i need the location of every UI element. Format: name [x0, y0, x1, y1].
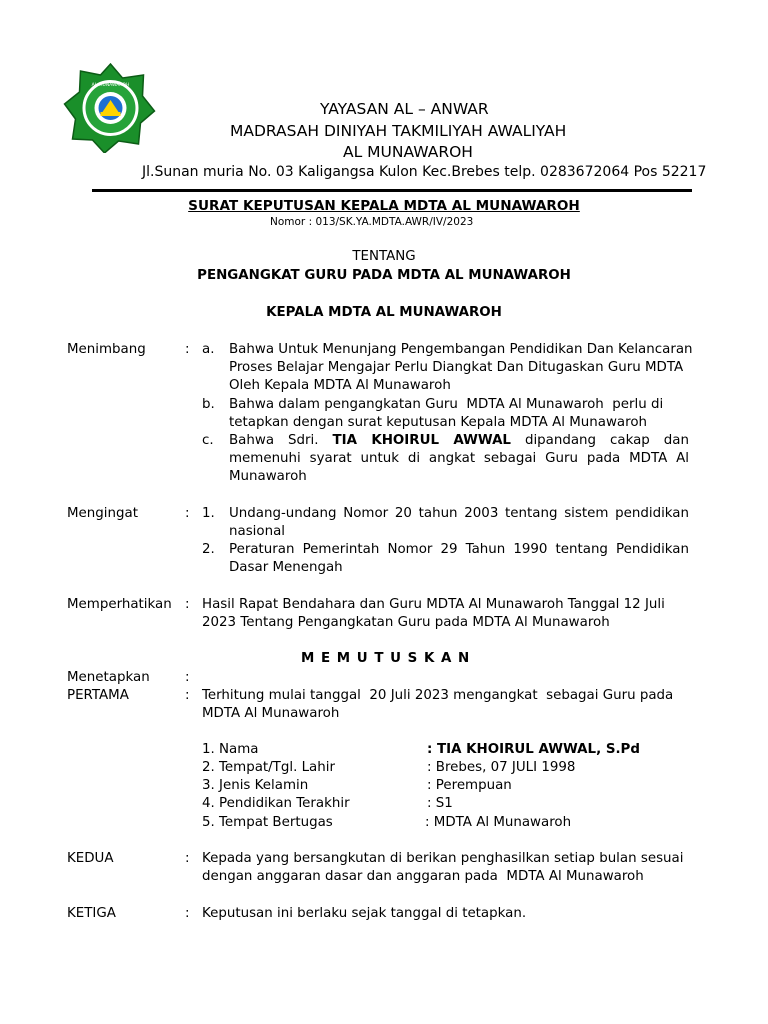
ketiga-colon: :	[185, 906, 190, 921]
menimbang-marker-c: c.	[202, 433, 214, 448]
menimbang-c-post: dipandang cakap dan	[510, 433, 689, 448]
detail-key-ttl: 2. Tempat/Tgl. Lahir	[202, 760, 335, 775]
detail-value-gender: : Perempuan	[427, 778, 512, 793]
madrasah-logo	[63, 63, 158, 153]
mengingat-2-line1: Peraturan Pemerintah Nomor 29 Tahun 1990 tentang Pendidikan	[229, 542, 689, 557]
menimbang-c-line3: Munawaroh	[229, 469, 307, 484]
mengingat-marker-2: 2.	[202, 542, 215, 557]
menimbang-label: Menimbang	[67, 342, 146, 357]
logo-text: AL MUNAWAROH	[91, 83, 130, 88]
memperhatikan-colon: :	[185, 597, 190, 612]
mengingat-colon: :	[185, 506, 190, 521]
header-foundation: YAYASAN AL – ANWAR	[320, 100, 489, 118]
issuer-title: KEPALA MDTA AL MUNAWAROH	[266, 305, 502, 320]
detail-value-nama: : TIA KHOIRUL AWWAL, S.Pd	[427, 742, 640, 757]
mengingat-2-line2: Dasar Menengah	[229, 560, 343, 575]
about-label: TENTANG	[352, 249, 416, 264]
header-madrasah: MADRASAH DINIYAH TAKMILIYAH AWALIYAH	[230, 122, 567, 140]
pertama-line1: Terhitung mulai tanggal 20 Juli 2023 mengangkat sebagai Guru pada	[202, 688, 674, 703]
pertama-line2: MDTA Al Munawaroh	[202, 706, 340, 721]
detail-key-education: 4. Pendidikan Terakhir	[202, 796, 350, 811]
mengingat-1-line2: nasional	[229, 524, 285, 539]
menimbang-a-line2: Proses Belajar Mengajar Perlu Diangkat Dan Ditugaskan Guru MDTA	[229, 360, 684, 375]
mengingat-1-line1: Undang-undang Nomor 20 tahun 2003 tentang sistem pendidikan	[229, 506, 689, 521]
pertama-label: PERTAMA	[67, 688, 129, 703]
detail-key-workplace: 5. Tempat Bertugas	[202, 815, 333, 830]
memutuskan-heading: M E M U T U S K A N	[301, 651, 471, 666]
detail-value-education: : S1	[427, 796, 453, 811]
detail-value-workplace: : MDTA Al Munawaroh	[425, 815, 572, 830]
kedua-line2: dengan anggaran dasar dan anggaran pada MDTA Al Munawaroh	[202, 869, 644, 884]
ketiga-label: KETIGA	[67, 906, 116, 921]
menimbang-marker-b: b.	[202, 397, 215, 412]
menimbang-marker-a: a.	[202, 342, 215, 357]
pertama-colon: :	[185, 688, 190, 703]
memperhatikan-line1: Hasil Rapat Bendahara dan Guru MDTA Al Munawaroh Tanggal 12 Juli	[202, 597, 665, 612]
detail-key-nama: 1. Nama	[202, 742, 259, 757]
menimbang-b-line1: Bahwa dalam pengangkatan Guru MDTA Al Munawaroh perlu di	[229, 397, 664, 412]
menimbang-a-line1: Bahwa Untuk Menunjang Pengembangan Pendidikan Dan Kelancaran	[229, 342, 693, 357]
detail-value-ttl: : Brebes, 07 JULI 1998	[427, 760, 576, 775]
menimbang-colon: :	[185, 342, 190, 357]
menimbang-c-pre: Bahwa Sdri.	[229, 433, 333, 448]
menimbang-b-line2: tetapkan dengan surat keputusan Kepala MDTA Al Munawaroh	[229, 415, 648, 430]
header-name: AL MUNAWAROH	[343, 143, 473, 161]
kedua-colon: :	[185, 851, 190, 866]
menetapkan-label: Menetapkan	[67, 670, 150, 685]
kedua-line1: Kepada yang bersangkutan di berikan penghasilkan setiap bulan sesuai	[202, 851, 684, 866]
header-address: Jl.Sunan muria No. 03 Kaligangsa Kulon Kec.Brebes telp. 0283672064 Pos 52217	[142, 164, 707, 180]
document-number: Nomor : 013/SK.YA.MDTA.AWR/IV/2023	[270, 216, 474, 228]
menimbang-c-line2: memenuhi syarat untuk di angkat sebagai Guru pada MDTA Al	[229, 451, 689, 466]
kedua-label: KEDUA	[67, 851, 114, 866]
mengingat-marker-1: 1.	[202, 506, 215, 521]
menimbang-a-line3: Oleh Kepala MDTA Al Munawaroh	[229, 378, 451, 393]
menetapkan-colon: :	[185, 670, 190, 685]
ketiga-line1: Keputusan ini berlaku sejak tanggal di tetapkan.	[202, 906, 527, 921]
teacher-name-inline: TIA KHOIRUL AWWAL	[332, 433, 511, 448]
menimbang-c-line1	[229, 432, 689, 450]
mengingat-label: Mengingat	[67, 506, 138, 521]
about-subject: PENGANGKAT GURU PADA MDTA AL MUNAWAROH	[197, 268, 571, 283]
document-title: SURAT KEPUTUSAN KEPALA MDTA AL MUNAWAROH	[188, 198, 580, 214]
memperhatikan-label: Memperhatikan	[67, 597, 172, 612]
memperhatikan-line2: 2023 Tentang Pengangkatan Guru pada MDTA Al Munawaroh	[202, 615, 610, 630]
detail-key-gender: 3. Jenis Kelamin	[202, 778, 309, 793]
header-divider	[92, 189, 692, 192]
